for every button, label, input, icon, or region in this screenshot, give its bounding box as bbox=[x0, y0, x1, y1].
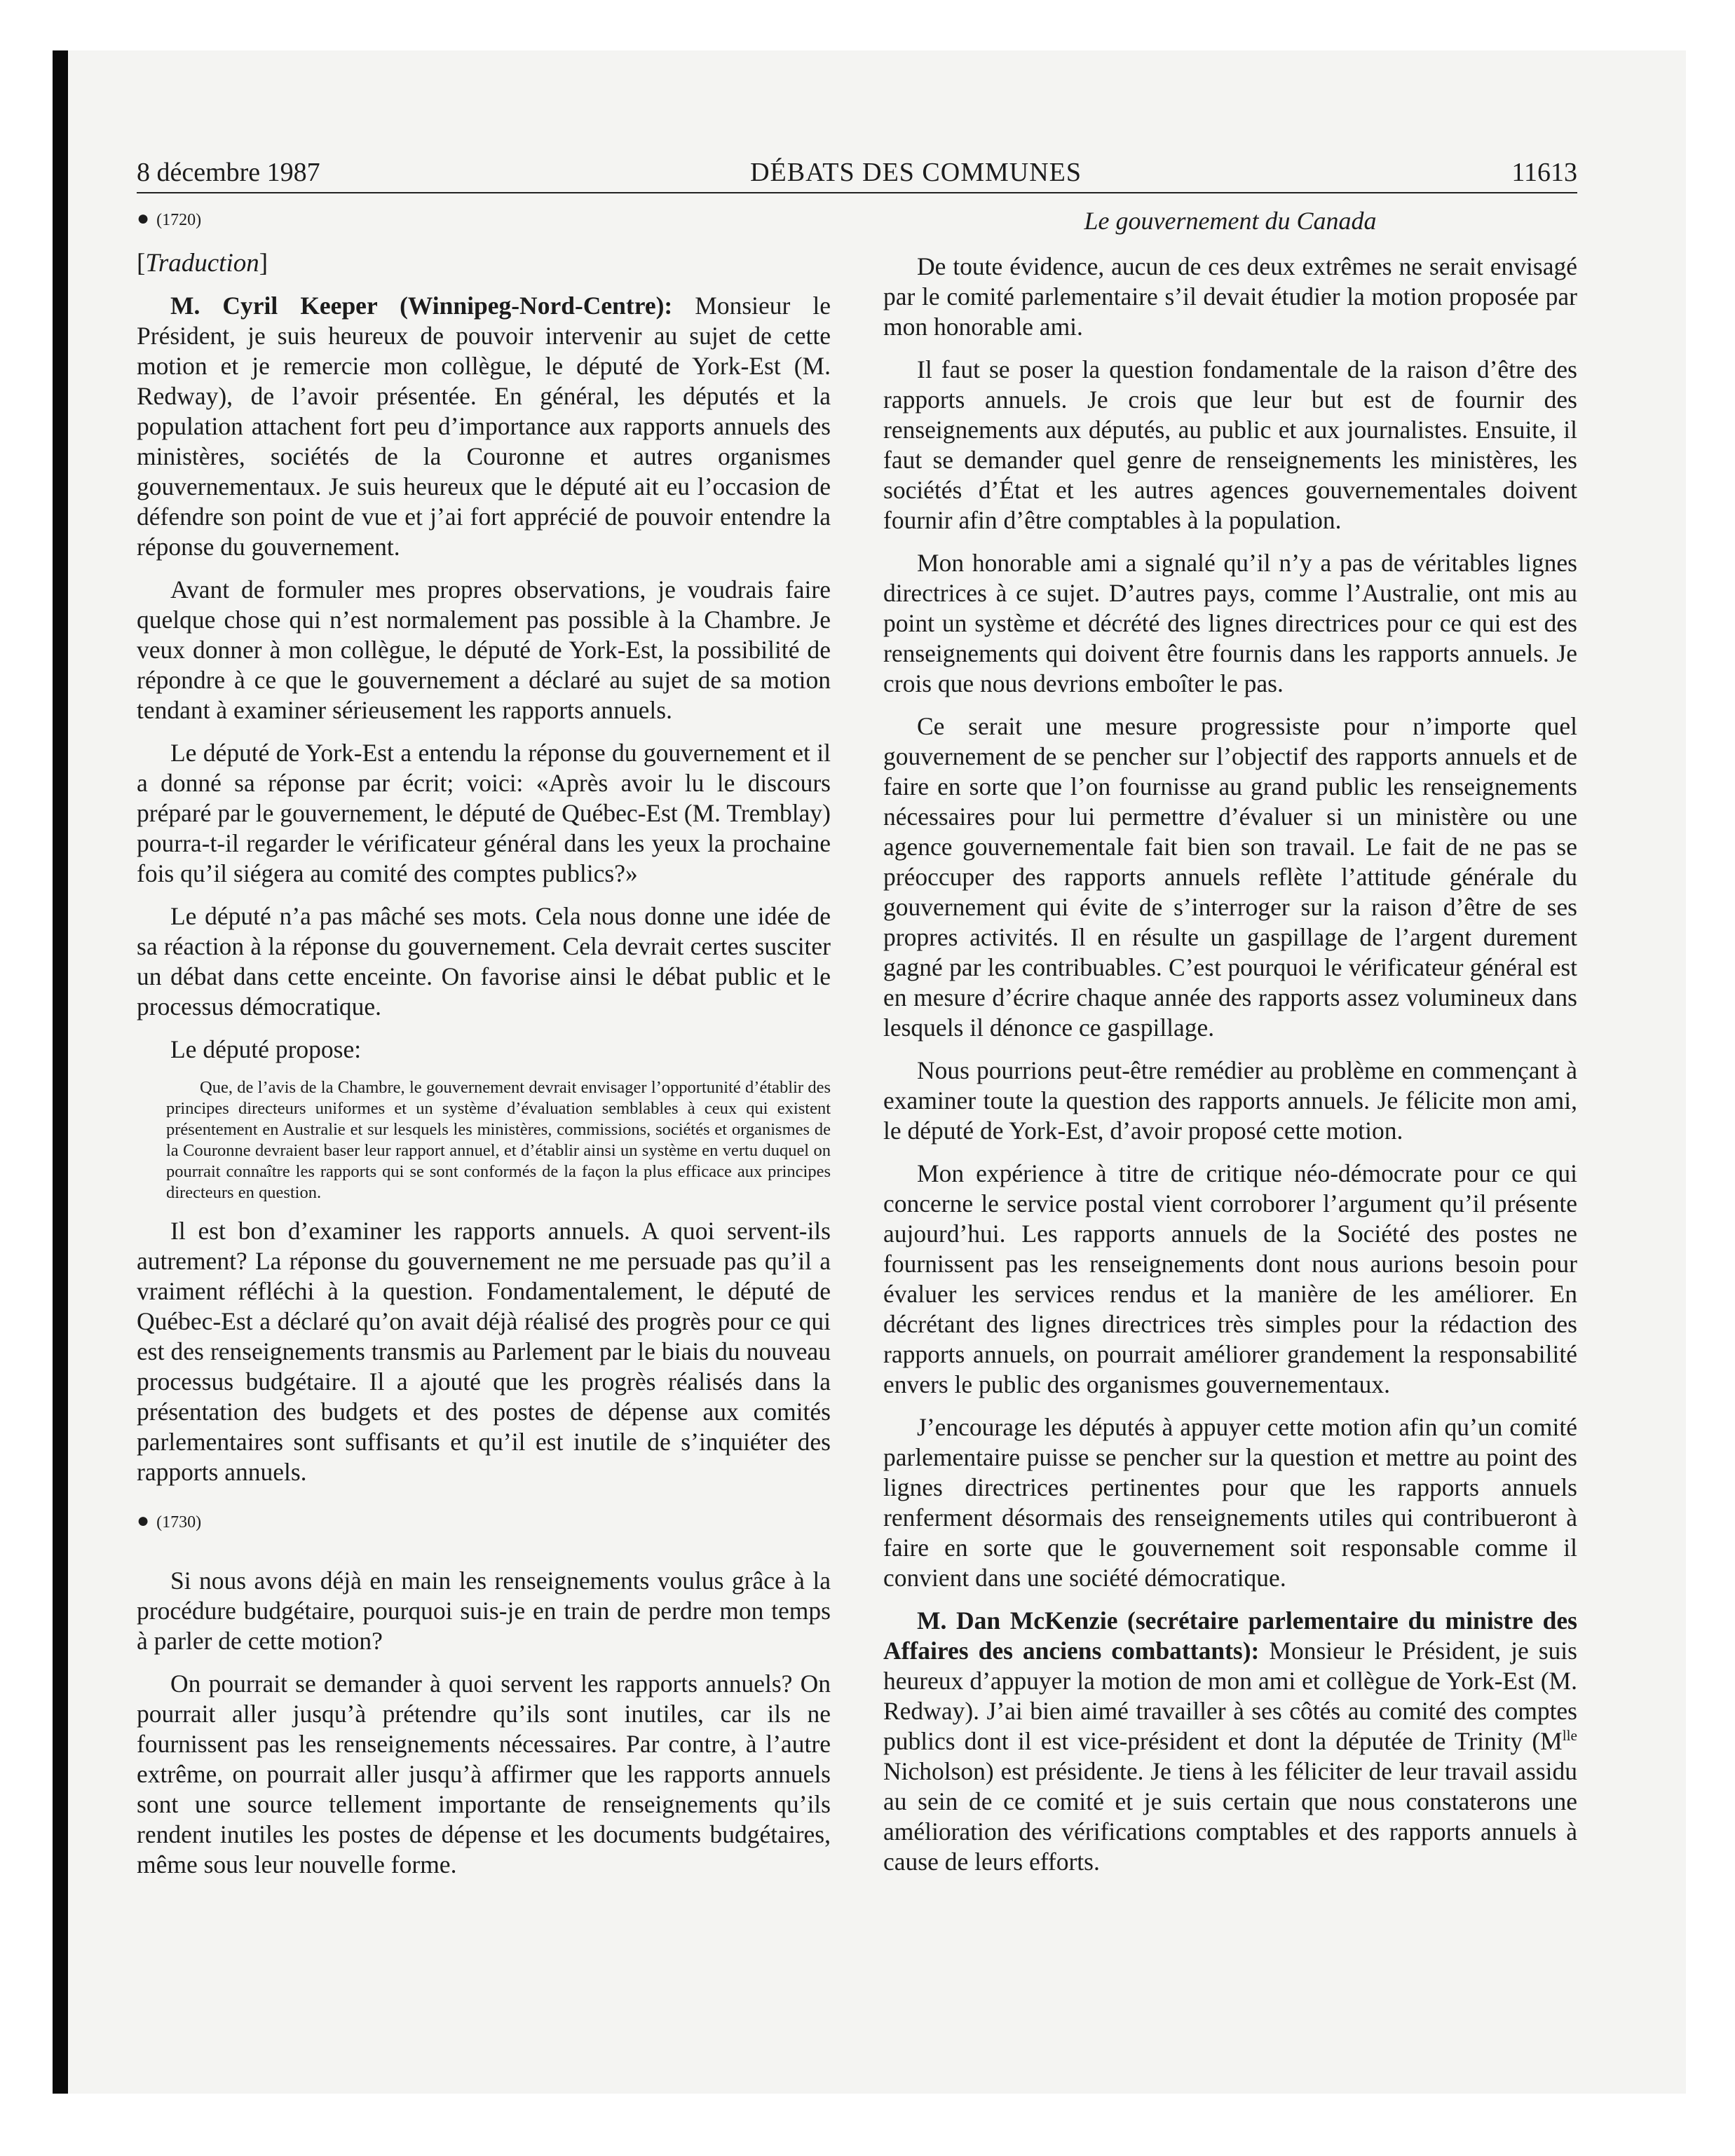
bullet-icon: ● bbox=[137, 207, 150, 230]
document-page bbox=[137, 154, 1577, 1892]
header-date: 8 décembre 1987 bbox=[137, 158, 320, 187]
paragraph: Le député propose: bbox=[170, 1035, 362, 1063]
header-title: DÉBATS DES COMMUNES bbox=[750, 158, 1082, 187]
paragraph: Ce serait une mesure progressiste pour n’importe quel gouvernement de se pencher sur l’objectif des rapports annuels et de faire en sorte que l’on fournisse au grand public les renseignements nécessaires pour lui permettre d’évaluer si un ministère ou une agence gouvernementale fait bien son travail. Le fait de ne pas se préoccuper des rapports annuels reflète l’attitude générale du gouvernement qui évite de s’interroger sur la raison d’être de ses propres activités. Il en résulte un gaspillage de l’argent durement gagné par les contribuables. C’est pourquoi le vérificateur général est en mesure d’écrire chaque année des rapports assez volumineux dans lesquels il dénonce ce gaspillage. bbox=[883, 712, 1577, 1042]
paragraph: Si nous avons déjà en main les renseignements voulus grâce à la procédure budgétaire, pourquoi suis-je en train de perdre mon temps à parler de cette motion? bbox=[137, 1567, 831, 1655]
binding-edge-bar bbox=[53, 50, 68, 2094]
header-page-number: 11613 bbox=[1511, 158, 1577, 187]
right-column bbox=[883, 203, 1577, 1892]
paragraph: Le député n’a pas mâché ses mots. Cela nous donne une idée de sa réaction à la réponse du gouvernement. Cela devrait certes susciter un débat dans cette enceinte. On favorise ainsi le débat public et le processus démocratique. bbox=[137, 902, 831, 1021]
translation-note: [Traduction] bbox=[137, 249, 268, 278]
bullet-icon: ● bbox=[137, 1509, 150, 1532]
paragraph: M. Dan McKenzie (secrétaire parlementaire du ministre des Affaires des anciens combattants): Monsieur le Président, je suis heureux d’appuyer la motion de mon ami et collègue de York-Est (M. Redway). J’ai bien aimé travailler à ses côtés au comité des comptes publics dont il est vice-président et dont la députée de Trinity ($M^{lle}$ Nicholson) est présidente. Je tiens à les féliciter de leur travail assidu au sein de ce comité et je suis certain que nous constaterons une amélioration des vérifications comptables et des rapports annuels à cause de leurs efforts. bbox=[883, 1606, 1577, 1876]
paragraph: Avant de formuler mes propres observations, je voudrais faire quelque chose qui n’est normalement pas possible à la Chambre. Je veux donner à mon collègue, le député de York-Est, la possibilité de répondre à ce que le gouvernement a déclaré au sujet de sa motion tendant à examiner sérieusement les rapports annuels. bbox=[137, 575, 831, 724]
paragraph: De toute évidence, aucun de ces deux extrêmes ne serait envisagé par le comité parlementaire s’il devait étudier la motion proposée par mon honorable ami. bbox=[883, 252, 1577, 341]
scan-margin-right bbox=[1686, 0, 1735, 2156]
paragraph: Le député de York-Est a entendu la réponse du gouvernement et il a donné sa réponse par écrit; voici: «Après avoir lu le discours préparé par le gouvernement, le député de Québec-Est (M. Tremblay) pourra-t-il regarder le vérificateur général dans les yeux la prochaine fois qu’il siégera au comité des comptes publics?» bbox=[137, 739, 831, 887]
paragraph: J’encourage les députés à appuyer cette motion afin qu’un comité parlementaire puisse se pencher sur la question et mettre au point des lignes directrices pertinentes pour que les rapports annuels renferment désormais des renseignements utiles qui contribueront à faire en sorte que le gouvernement soit responsable comme il convient dans une société démocratique. bbox=[883, 1413, 1577, 1592]
paragraph: Nous pourrions peut-être remédier au problème en commençant à examiner toute la question des rapports annuels. Je félicite mon ami, le député de York-Est, d’avoir proposé cette motion. bbox=[883, 1056, 1577, 1145]
scan-margin-bottom bbox=[53, 2094, 1735, 2156]
paragraph: On pourrait se demander à quoi servent les rapports annuels? On pourrait aller jusqu’à prétendre qu’ils sont inutiles, car ils ne fournissent pas les renseignements nécessaires. Par contre, à l’autre extrême, on pourrait aller jusqu’à affirmer que les rapports annuels sont une source tellement importante de renseignements qu’ils rendent inutiles les postes de dépense et les documents budgétaires, même sous leur nouvelle forme. bbox=[137, 1670, 831, 1878]
paragraph: Il faut se poser la question fondamentale de la raison d’être des rapports annuels. Je crois que leur but est de fournir des renseignements aux députés, au public et aux journalistes. Ensuite, il faut se demander quel genre de renseignements les ministères, les sociétés d’État et les autres agences gouvernementales doivent fournir afin d’être comptables à la population. bbox=[883, 355, 1577, 534]
page-header bbox=[137, 154, 1577, 193]
paragraph: M. Cyril Keeper (Winnipeg-Nord-Centre): Monsieur le Président, je suis heureux de pouvoir intervenir au sujet de cette motion et je remercie mon collègue, le député de York-Est (M. Redway), de l’avoir présentée. En général, les députés et la population attachent fort peu d’importance aux rapports annuels des ministères, sociétés de la Couronne et autres organismes gouvernementaux. Je suis heureux que le député ait eu l’occasion de défendre son point de vue et j’ai fort apprécié de pouvoir entendre la réponse du gouvernement. bbox=[137, 292, 831, 561]
running-title: Le gouvernement du Canada bbox=[1084, 207, 1377, 235]
scan-margin-left bbox=[0, 0, 53, 2156]
paragraph: Il est bon d’examiner les rapports annuels. A quoi servent-ils autrement? La réponse du gouvernement ne me persuade pas qu’il a vraiment réfléchi à la question. Fondamentalement, le député de Québec-Est a déclaré qu’on avait déjà réalisé des progrès pour ce qui est des renseignements transmis au Parlement par le biais du nouveau processus budgétaire. Il a ajouté que les progrès réalisés dans la présentation des budgets et des postes de dépense aux comités parlementaires sont suffisants et qu’il est inutile de s’inquiéter des rapports annuels. bbox=[137, 1217, 831, 1486]
paragraph: Mon honorable ami a signalé qu’il n’y a pas de véritables lignes directrices à ce sujet. D’autres pays, comme l’Australie, ont mis au point un système et décrété des lignes directrices pour ce qui est des renseignements qui doivent être fournis dans les rapports annuels. Je crois que nous devrions emboîter le pas. bbox=[883, 549, 1577, 697]
motion-quote: Que, de l’avis de la Chambre, le gouvernement devrait envisager l’opportunité d’établir des principes directeurs uniformes et un système d’évaluation semblables à ceux qui existent présentement en Australie et sur lesquels les ministères, commissions, sociétés et organismes de la Couronne devraient baser leur rapport annuel, et d’établir ainsi un système en vertu duquel on pourrait connaître les rapports qui se sont conformés de la façon la plus efficace aux principes directeurs en question. bbox=[166, 1078, 831, 1202]
scan-margin-top bbox=[53, 0, 1735, 50]
timestamp-marker: ● (1720) bbox=[137, 207, 202, 230]
speaker-name: M. Cyril Keeper (Winnipeg-Nord-Centre): bbox=[170, 292, 673, 320]
speaker-name: M. Dan McKenzie (secrétaire parlementaire du ministre des Affaires des anciens combattants): bbox=[883, 1606, 1577, 1665]
paragraph: Mon expérience à titre de critique néo-démocrate pour ce qui concerne le service postal vient corroborer l’argument qu’il présente aujourd’hui. Les rapports annuels de la Société des postes ne fournissent pas les renseignements dont nous aurions besoin pour évaluer les services rendus et la manière de les améliorer. En décrétant des lignes directrices très simples pour la rédaction des rapports annuels, on pourrait améliorer grandement la responsabilité envers le public des organismes gouvernementaux. bbox=[883, 1159, 1577, 1398]
left-column bbox=[137, 203, 831, 1892]
two-column-body bbox=[137, 203, 1577, 1892]
timestamp-marker: ● (1730) bbox=[137, 1509, 202, 1532]
